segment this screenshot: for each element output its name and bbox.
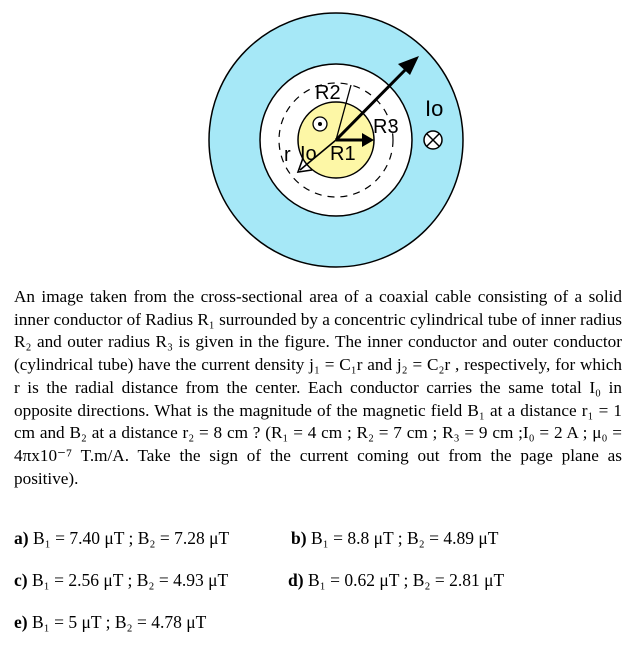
option-e-value: B₁ = 5 μT ; B₂ = 4.78 μT (31, 612, 207, 632)
option-d[interactable] (288, 570, 504, 591)
option-c[interactable] (14, 570, 228, 591)
option-a-value: B₁ = 7.40 μT ; B₂ = 7.28 μT (32, 528, 230, 548)
label-r: r (284, 144, 291, 166)
option-d-label: d) (288, 570, 304, 590)
option-c-label: c) (14, 570, 28, 590)
label-r3: R3 (373, 116, 399, 138)
option-b[interactable] (291, 528, 498, 549)
current-out-dot (318, 122, 322, 126)
problem-statement: An image taken from the cross-sectional area of a coaxial cable consisting of a solid inner conductor of Radius R₁ surrounded by a concentric cylindrical tube of inner radius R₂ and outer radius R₃ is given in the figure. The inner conductor and outer conductor (cylindrical tube) have the current density j₁ = C₁r and j₂ = C₂r , respectively, for which r is the radial distance from the center. Each conductor carries the same total I₀ in opposite directions. What is the magnitude of the magnetic field B₁ at a distance r₁ = 1 cm and B₂ at a distance r₂ = 8 cm ? (R₁ = 4 cm ; R₂ = 7 cm ; R₃ = 9 cm ;I₀ = 2 A ; μ₀ = 4πx10⁻⁷ T.m/A. Take the sign of the current coming out from the page plane as positive). (14, 287, 622, 488)
option-a[interactable] (14, 528, 229, 549)
option-b-value: B₁ = 8.8 μT ; B₂ = 4.89 μT (310, 528, 499, 548)
option-e[interactable] (14, 612, 206, 633)
coaxial-cable-figure (0, 0, 640, 280)
option-a-label: a) (14, 528, 29, 548)
option-d-value: B₁ = 0.62 μT ; B₂ = 2.81 μT (307, 570, 505, 590)
option-b-label: b) (291, 528, 307, 548)
label-io-inner: Io (300, 143, 317, 165)
label-r1: R1 (330, 143, 356, 165)
option-e-label: e) (14, 612, 28, 632)
label-r2: R2 (315, 82, 341, 104)
label-io-outer: Io (425, 96, 444, 121)
option-c-value: B₁ = 2.56 μT ; B₂ = 4.93 μT (31, 570, 229, 590)
